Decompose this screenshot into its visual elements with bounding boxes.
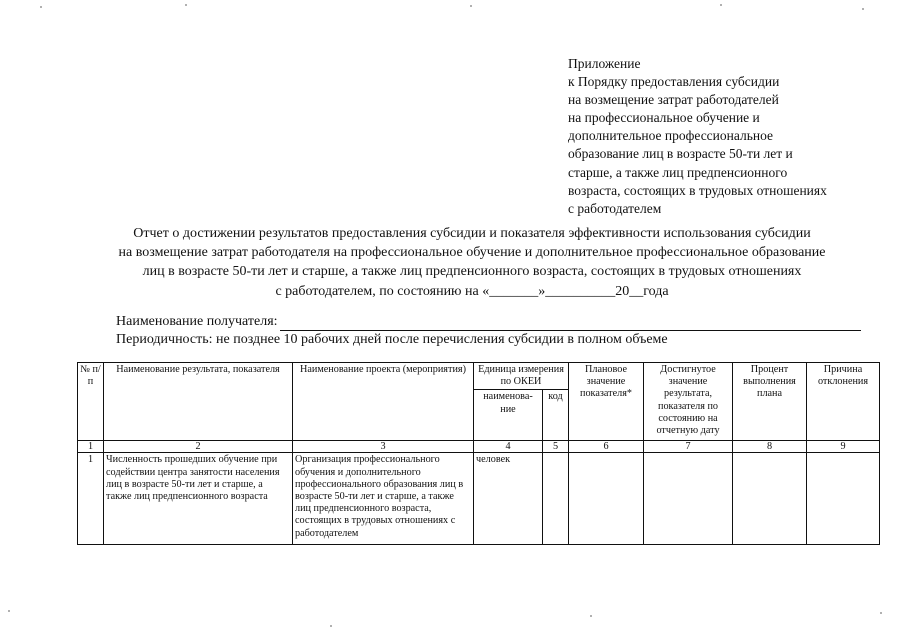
- scan-speck: [880, 612, 882, 614]
- table-row: [78, 453, 880, 545]
- table-header-row: [78, 363, 880, 390]
- scan-speck: [330, 625, 332, 627]
- column-number: 4: [474, 441, 543, 453]
- appendix-line: на возмещение затрат работодателей: [568, 92, 779, 108]
- recipient-label: Наименование получателя:: [116, 314, 278, 329]
- header-unit-code: код: [543, 390, 569, 441]
- appendix-line: образование лиц в возрасте 50-ти лет и: [568, 146, 793, 162]
- cell-planned: [569, 453, 644, 545]
- column-number: 2: [104, 441, 293, 453]
- header-num: № п/п: [78, 363, 104, 441]
- appendix-line: возраста, состоящих в трудовых отношениях: [568, 182, 827, 198]
- header-achieved: Достигнутое значение результата, показателя по состоянию на отчетную дату: [644, 363, 733, 441]
- recipient-blank-line: [280, 317, 861, 331]
- column-number: 7: [644, 441, 733, 453]
- header-project-name: Наименование проекта (мероприятия): [293, 363, 474, 441]
- appendix-line: с работодателем: [568, 200, 662, 216]
- scan-speck: [590, 615, 592, 617]
- column-number: 6: [569, 441, 644, 453]
- header-unit: Единица измерения по ОКЕИ: [474, 363, 569, 390]
- report-table: [77, 362, 880, 545]
- appendix-line: к Порядку предоставления субсидии: [568, 74, 780, 90]
- cell-num: 1: [78, 453, 104, 545]
- appendix-line: на профессиональное обучение и: [568, 110, 760, 126]
- report-title-line: на возмещение затрат работодателя на профессиональное обучение и дополнительное профессиональное образование: [118, 245, 826, 261]
- column-number: 1: [78, 441, 104, 453]
- header-unit-name: наименова-ние: [474, 390, 543, 441]
- scan-speck: [8, 610, 10, 612]
- header-result-name: Наименование результата, показателя: [104, 363, 293, 441]
- report-title-line: с работодателем, по состоянию на «_______»__________20__года: [275, 283, 669, 299]
- header-reason: Причина отклонения: [807, 363, 880, 441]
- cell-unit-code: [543, 453, 569, 545]
- column-number: 5: [543, 441, 569, 453]
- column-number: 8: [733, 441, 807, 453]
- report-title-line: Отчет о достижении результатов предоставления субсидии и показателя эффективности использования субсидии: [133, 226, 811, 241]
- cell-result-name: Численность прошедших обучение при содействии центра занятости населения лиц в возрасте 50-ти лет и старше, а также лиц предпенсионного возраста: [104, 453, 293, 545]
- column-number-row: [78, 441, 880, 453]
- header-percent: Процент выполнения плана: [733, 363, 807, 441]
- cell-project-name: Организация профессионального обучения и дополнительного профессионального образования лиц в возрасте 50-ти лет и старше, а также лиц предпенсионного возраста, состоящих в трудовых отношениях с работодателем: [293, 453, 474, 545]
- column-number: 9: [807, 441, 880, 453]
- cell-achieved: [644, 453, 733, 545]
- cell-reason: [807, 453, 880, 545]
- header-planned: Плановое значение показателя*: [569, 363, 644, 441]
- appendix-line: Приложение: [568, 56, 641, 71]
- appendix-line: старше, а также лиц предпенсионного: [568, 164, 788, 180]
- scan-speck: [862, 8, 864, 10]
- cell-unit-name: человек: [474, 453, 543, 545]
- scan-speck: [40, 6, 42, 8]
- scan-speck: [720, 4, 722, 6]
- periodicity-text: Периодичность: не позднее 10 рабочих дней после перечисления субсидии в полном объеме: [116, 332, 668, 347]
- scan-speck: [470, 5, 472, 7]
- column-number: 3: [293, 441, 474, 453]
- report-title: [60, 224, 884, 301]
- appendix-block: [568, 55, 878, 218]
- scan-speck: [185, 4, 187, 6]
- cell-percent: [733, 453, 807, 545]
- report-title-line: лиц в возрасте 50-ти лет и старше, а также лиц предпенсионного возраста, состоящих в трудовых отношениях: [142, 264, 802, 280]
- appendix-line: дополнительное профессиональное: [568, 128, 774, 144]
- recipient-field: [116, 313, 861, 331]
